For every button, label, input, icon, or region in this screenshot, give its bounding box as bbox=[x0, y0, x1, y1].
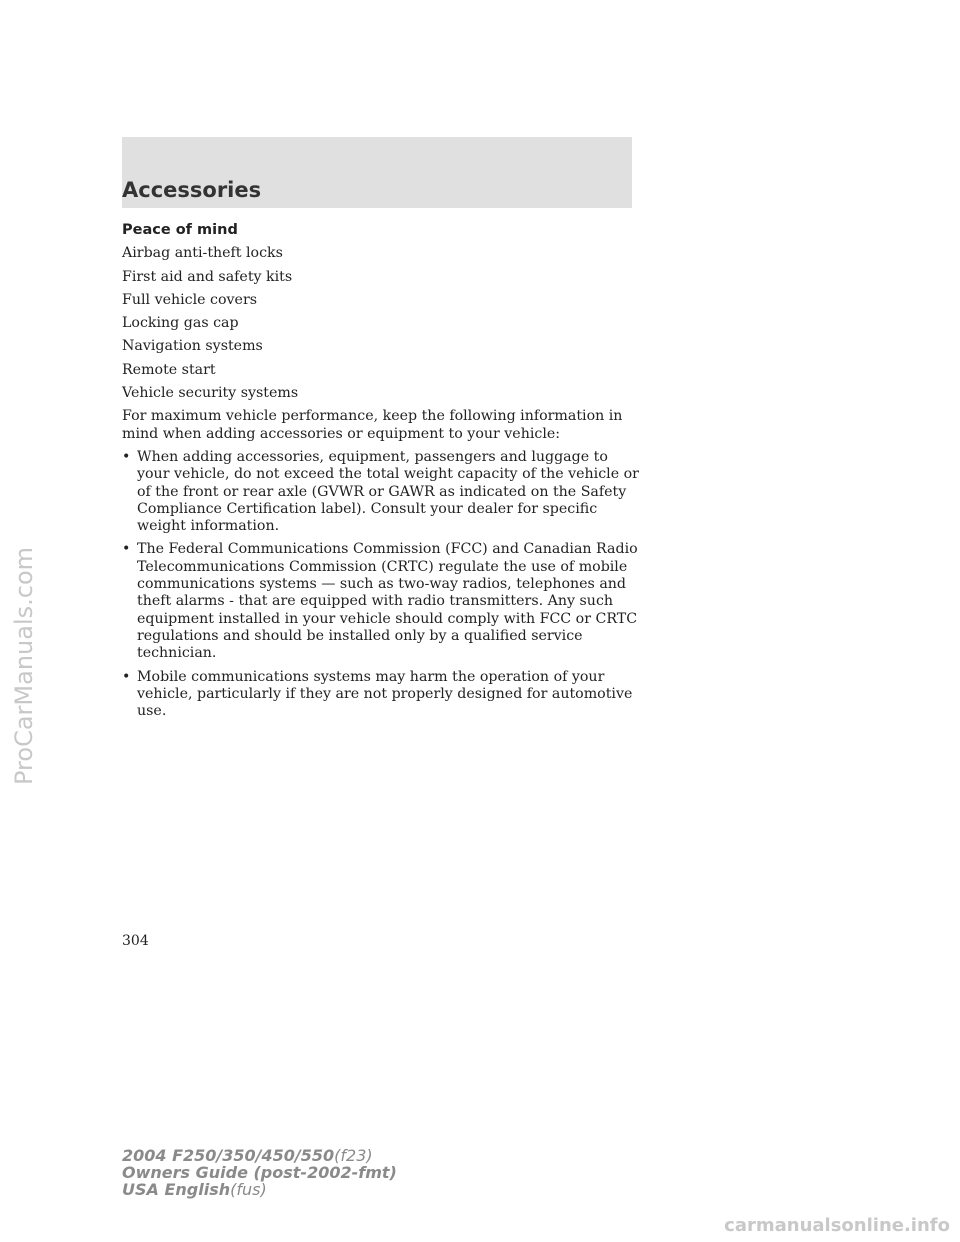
bullet-dot-icon: • bbox=[122, 541, 131, 558]
list-item: Airbag anti-theft locks bbox=[122, 245, 283, 262]
page-number: 304 bbox=[122, 933, 149, 949]
bullet-text: Mobile communications systems may harm the operation of your vehicle, particularly if they are not properly designed for automotive use. bbox=[137, 668, 633, 720]
bullet-text: The Federal Communications Commission (FCC) and Canadian Radio Telecommunications Commission (CRTC) regulate the use of mobile communications systems — such as two-way radios, telephones and theft alarms - that are equipped with radio transmitters. Any such equipment installed in your vehicle should comply with FCC or CRTC regulations and should be installed only by a qualified service technician. bbox=[137, 541, 638, 662]
peace-of-mind-heading: Peace of mind bbox=[122, 222, 238, 238]
bullet-dot-icon: • bbox=[122, 668, 131, 685]
intro-paragraph: For maximum vehicle performance, keep the following information in mind when adding accessories or equipment to your vehicle: bbox=[122, 408, 623, 442]
footer-line-3 bbox=[122, 1181, 397, 1198]
bullet-text: When adding accessories, equipment, passengers and luggage to your vehicle, do not exceed the total weight capacity of the vehicle or of the front or rear axle (GVWR or GAWR as indicated on the Safety Compliance Certification label). Consult your dealer for specific weight information. bbox=[137, 448, 639, 535]
footer-line-2: Owners Guide (post-2002-fmt) bbox=[122, 1163, 397, 1182]
footer-model: 2004 F250/350/450/550 bbox=[122, 1146, 335, 1165]
footer-model-code: (f23) bbox=[334, 1146, 373, 1165]
footer-line-1 bbox=[122, 1147, 397, 1164]
page-content bbox=[122, 222, 642, 726]
bullet-item bbox=[122, 449, 642, 535]
footer-language-code: (fus) bbox=[230, 1180, 267, 1199]
bullet-item bbox=[122, 541, 642, 662]
list-item: Remote start bbox=[122, 361, 216, 378]
list-item: Locking gas cap bbox=[122, 315, 239, 332]
list-item: Full vehicle covers bbox=[122, 291, 258, 308]
list-item: Navigation systems bbox=[122, 338, 263, 355]
bottom-watermark: carmanualsonline.info bbox=[724, 1215, 950, 1236]
footer-language: USA English bbox=[122, 1180, 231, 1199]
side-watermark: ProCarManuals.com bbox=[10, 546, 38, 785]
list-item: Vehicle security systems bbox=[122, 385, 299, 402]
bullet-dot-icon: • bbox=[122, 448, 131, 465]
list-item: First aid and safety kits bbox=[122, 268, 293, 285]
bullet-item bbox=[122, 669, 642, 721]
document-footer bbox=[122, 1147, 397, 1198]
section-title: Accessories bbox=[122, 178, 262, 202]
